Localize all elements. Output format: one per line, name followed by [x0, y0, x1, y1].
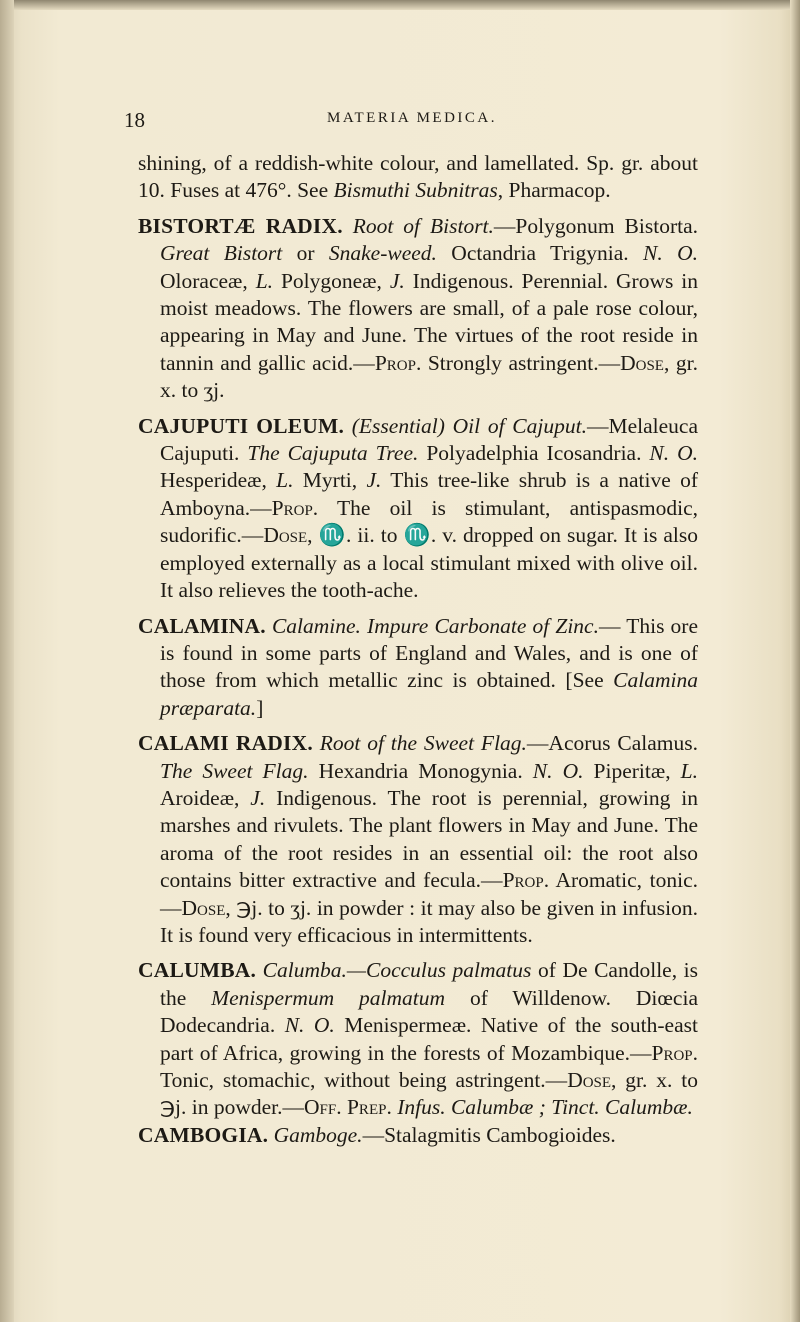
- text: [343, 214, 353, 238]
- text: ℈j. to ʒj. in powder : it may also be given in infusion. It is found very efficacious in intermittents.: [160, 895, 698, 947]
- text: Polygoneæ,: [273, 268, 390, 293]
- page-right-edge: [790, 0, 800, 1322]
- italic-text: Root of the Sweet Flag.: [319, 731, 527, 756]
- text: [313, 731, 320, 755]
- running-title: MATERIA MEDICA.: [326, 110, 497, 126]
- italic-text: Gamboge.: [273, 1122, 363, 1147]
- italic-text: Root of Bistort.: [352, 213, 494, 238]
- entry-calumba: [138, 957, 698, 1121]
- text: [344, 414, 352, 438]
- italic-text: N. O.: [284, 1013, 335, 1038]
- smallcaps-label: Prop.: [502, 868, 550, 893]
- spacer: [138, 949, 698, 957]
- text: —Melaleuca Cajuputi.: [160, 413, 698, 466]
- italic-text: Infus. Calumbæ ; Tinct. Calumbæ.: [397, 1095, 693, 1120]
- italic-text: The Sweet Flag.: [160, 758, 309, 783]
- spacer: [138, 722, 698, 730]
- italic-text: L.: [255, 268, 274, 293]
- italic-text: L.: [276, 468, 294, 493]
- page-header: [112, 108, 712, 138]
- italic-text: Calumba.—Cocculus palmatus: [262, 958, 532, 983]
- text: —Stalagmitis Cambogioides.: [362, 1122, 616, 1147]
- entry-headword: CAMBOGIA.: [138, 1122, 269, 1147]
- smallcaps-label: Prop.: [374, 350, 422, 375]
- text: of De Candolle, is the: [160, 958, 698, 1010]
- text: Hexandria Monogynia.: [308, 758, 533, 783]
- text: Indigenous. The root is perennial, growing in marshes and rivulets. The plant flowers in May and June. The aroma of the root resides in an essential oil: the root also contains bitter extractive and fecula.—: [160, 785, 699, 893]
- italic-text: N. O.: [532, 758, 584, 783]
- spacer: [138, 405, 698, 413]
- text: or: [282, 241, 329, 266]
- spacer: [138, 205, 698, 213]
- italic-text: N. O.: [643, 241, 699, 266]
- italic-text: L.: [680, 758, 699, 783]
- text: — This ore is found in some parts of England and Wales, and is one of those from which metallic zinc is obtained. [See: [160, 613, 699, 693]
- italic-text: N. O.: [649, 441, 698, 466]
- italic-text: Calamine. Impure Carbonate of Zinc.: [271, 613, 599, 638]
- smallcaps-label: Dose,: [181, 895, 231, 920]
- text: Aroideæ,: [160, 785, 251, 810]
- text: of Willdenow. Diœcia Dodecandria.: [160, 985, 698, 1038]
- smallcaps-label: Prop.: [651, 1040, 698, 1065]
- italic-text: J.: [250, 785, 266, 810]
- smallcaps-label: Dose,: [263, 523, 313, 548]
- text: gr. x. to ʒj.: [160, 350, 698, 403]
- entry-bistortae: [138, 213, 698, 405]
- text: Strongly astringent.—: [421, 350, 621, 375]
- text: Octandria Trigynia.: [436, 241, 644, 266]
- entry-cajuputi: [138, 413, 698, 605]
- text: The oil is stimulant, antispasmodic, sudorific.—: [160, 495, 698, 548]
- entry-headword: CAJUPUTI OLEUM.: [138, 413, 345, 438]
- text: Menispermeæ. Native of the south-east part of Africa, growing in the forests of Mozambique.—: [160, 1013, 698, 1065]
- smallcaps-label: Prop.: [271, 495, 319, 520]
- entry-headword: CALAMINA.: [138, 613, 266, 638]
- entry-headword: BISTORTÆ RADIX.: [138, 213, 343, 238]
- page-top-shadow: [0, 0, 800, 10]
- text: Myrti,: [293, 468, 367, 493]
- text: Tonic, stomachic, without being astringent.—: [160, 1068, 568, 1092]
- text: Indigenous. Perennial. Grows in moist meadows. The flowers are small, of a pale rose colour, appearing in May and June. The virtues of the root reside in tannin and gallic acid.—: [160, 268, 698, 375]
- entry-calami: [138, 730, 698, 949]
- text: , Pharmacop.: [497, 178, 611, 203]
- text: shining, of a reddish-white colour, and lamellated. Sp. gr. about 10. Fuses at 476°. See: [138, 151, 698, 203]
- entry-continuation: [138, 150, 698, 205]
- text: —Acorus Calamus.: [526, 731, 698, 756]
- smallcaps-label: Dose,: [567, 1068, 617, 1092]
- entry-calamina: [138, 613, 698, 723]
- page-body: [138, 150, 698, 1149]
- italic-text: Great Bistort: [160, 241, 283, 266]
- page-number: 18: [124, 108, 145, 132]
- entry-headword: CALUMBA.: [138, 958, 257, 983]
- entry-cambogia: [138, 1122, 698, 1149]
- smallcaps-label: Dose,: [620, 350, 670, 375]
- italic-text: J.: [366, 468, 382, 493]
- italic-text: Calamina præparata.: [160, 668, 698, 720]
- entry-headword: CALAMI RADIX.: [138, 731, 313, 756]
- italic-text: Bismuthi Subnitras: [333, 178, 498, 203]
- text: —Polygonum Bistorta.: [493, 213, 698, 238]
- text: ♏. ii. to ♏. v. dropped on sugar. It is also employed externally as a local stimulant mixed with olive oil. It also relieves the tooth-ache.: [160, 523, 698, 603]
- text: gr. x. to ℈j. in powder.—: [160, 1068, 699, 1120]
- italic-text: Menispermum palmatum: [211, 985, 446, 1010]
- text: [256, 958, 263, 982]
- text: Hesperideæ,: [160, 468, 277, 493]
- italic-text: The Cajuputa Tree.: [247, 441, 419, 466]
- text: ]: [256, 695, 264, 720]
- smallcaps-label: Off. Prep.: [304, 1095, 392, 1120]
- spacer: [138, 605, 698, 613]
- italic-text: Snake-weed.: [328, 241, 437, 266]
- text: Polyadelphia Icosandria.: [418, 441, 650, 466]
- italic-text: (Essential) Oil of Cajuput.: [351, 413, 587, 438]
- italic-text: J.: [389, 268, 405, 293]
- text: Aromatic, tonic.—: [160, 868, 699, 920]
- text: Oloraceæ,: [160, 268, 256, 293]
- page-left-edge: [0, 0, 14, 1322]
- text: This tree-like shrub is a native of Amboyna.—: [160, 468, 698, 520]
- text: Piperitæ,: [583, 758, 681, 783]
